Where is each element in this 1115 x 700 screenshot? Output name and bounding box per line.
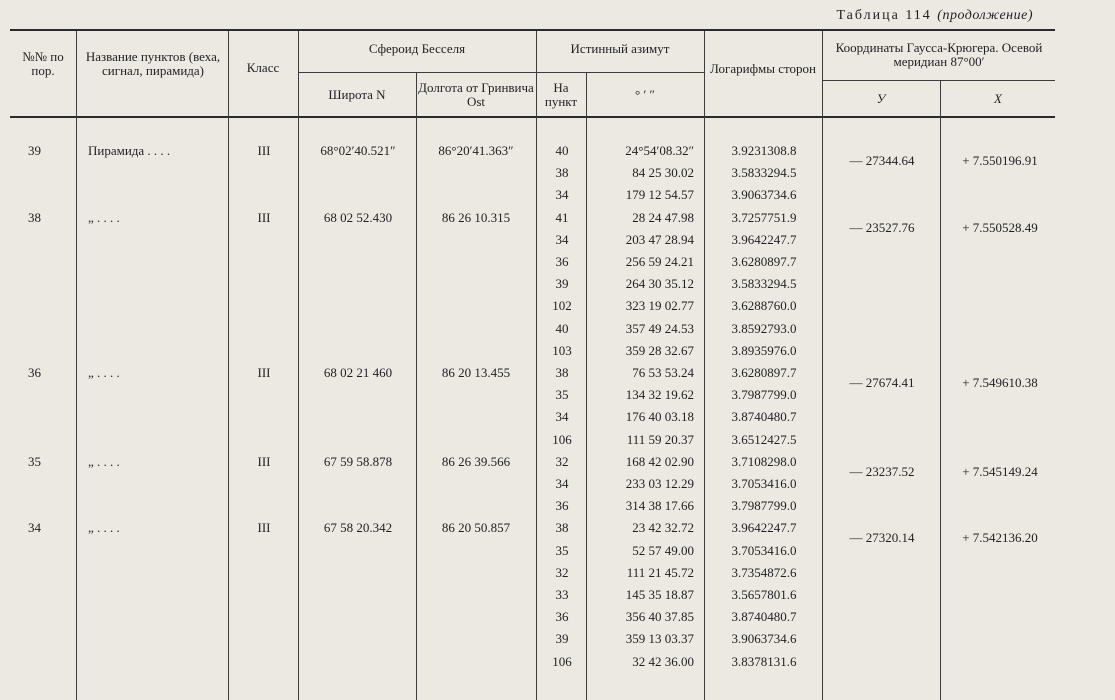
station-longitude: 86 20 50.857	[441, 520, 511, 536]
spheroid-subheader-rule	[298, 72, 536, 73]
station-class: III	[257, 209, 271, 225]
header-to-point: На пункт	[544, 80, 578, 109]
table-continuation: (продолжение)	[937, 8, 1033, 23]
azimuth-value: 359 13 03.37	[625, 631, 694, 647]
header-logarithms: Логарифмы сторон	[710, 61, 816, 76]
station-class: III	[257, 453, 271, 469]
station-coord-x: + 7.545149.24	[962, 463, 1038, 479]
side-logarithm: 3.6288760.0	[731, 298, 797, 314]
side-logarithm: 3.5833294.5	[731, 165, 797, 181]
station-name: „ . . . .	[88, 209, 120, 225]
azimuth-value: 28 24 47.98	[632, 209, 694, 225]
azimuth-value: 233 03 12.29	[625, 476, 694, 491]
azimuth-value: 84 25 30.02	[632, 165, 694, 181]
station-coord-x: + 7.542136.20	[962, 530, 1038, 546]
station-name: „ . . . .	[88, 520, 120, 536]
top-rule	[10, 29, 1055, 31]
side-logarithm: 3.6280897.7	[731, 365, 797, 380]
azimuth-value: 134 32 19.62	[625, 387, 694, 403]
azimuth-value: 145 35 18.87	[625, 587, 694, 602]
target-point: 32	[555, 453, 569, 469]
header-bottom-rule	[10, 116, 1055, 118]
azimuth-value: 176 40 03.18	[625, 409, 694, 425]
side-logarithm: 3.7987799.0	[731, 387, 797, 403]
azimuth-value: 323 19 02.77	[625, 298, 694, 314]
azimuth-subheader-rule	[536, 72, 704, 73]
side-logarithm: 3.8935976.0	[731, 342, 797, 358]
target-point: 106	[552, 653, 572, 669]
target-point: 38	[555, 520, 569, 536]
station-coord-y: — 27674.41	[849, 374, 915, 390]
header-azimuth-units: ° ′ ″	[635, 87, 655, 102]
target-point: 106	[552, 431, 572, 447]
station-class: III	[257, 365, 271, 380]
side-logarithm: 3.8592793.0	[731, 320, 797, 336]
station-longitude: 86 20 13.455	[441, 365, 511, 380]
azimuth-value: 179 12 54.57	[625, 187, 694, 203]
side-logarithm: 3.8740480.7	[731, 409, 797, 425]
station-name: Пирамида . . . .	[88, 143, 171, 158]
target-point: 33	[555, 587, 569, 602]
station-number: 35	[28, 453, 41, 469]
azimuth-value: 32 42 36.00	[632, 653, 694, 669]
side-logarithm: 3.9642247.7	[731, 520, 797, 536]
column-divider	[76, 31, 77, 700]
azimuth-value: 23 42 32.72	[632, 520, 694, 536]
station-name: „ . . . .	[88, 365, 120, 380]
side-logarithm: 3.9642247.7	[731, 231, 797, 247]
column-divider	[586, 72, 587, 700]
target-point: 34	[555, 231, 569, 247]
header-coordinates: Координаты Гаусса-Крюгера. Осевой меридиан 87°00′	[835, 40, 1043, 69]
side-logarithm: 3.8378131.6	[731, 653, 797, 669]
target-point: 36	[555, 498, 569, 514]
column-divider	[228, 31, 229, 700]
target-point: 36	[555, 609, 569, 625]
target-point: 40	[555, 143, 569, 158]
side-logarithm: 3.7053416.0	[731, 476, 797, 491]
azimuth-value: 256 59 24.21	[625, 254, 694, 269]
station-coord-y: — 23527.76	[849, 219, 915, 235]
side-logarithm: 3.6512427.5	[731, 431, 797, 447]
header-x: Х	[994, 91, 1002, 106]
column-divider	[416, 72, 417, 700]
target-point: 35	[555, 542, 569, 558]
header-class: Класс	[246, 60, 280, 75]
side-logarithm: 3.7053416.0	[731, 542, 797, 558]
station-coord-x: + 7.550196.91	[962, 152, 1038, 168]
header-true-azimuth: Истинный азимут	[570, 41, 670, 56]
header-point-name: Название пунктов (веха, сигнал, пирамида)	[85, 49, 221, 78]
target-point: 38	[555, 365, 569, 380]
table-caption	[836, 8, 1033, 24]
station-latitude: 68 02 52.430	[323, 209, 393, 225]
station-coord-y: — 23237.52	[849, 463, 915, 479]
target-point: 38	[555, 165, 569, 181]
target-point: 34	[555, 476, 569, 491]
target-point: 39	[555, 276, 569, 292]
station-class: III	[257, 520, 271, 536]
header-spheroid: Сфероид Бесселя	[368, 41, 466, 56]
station-coord-x: + 7.549610.38	[962, 374, 1038, 390]
table-number: Таблица 114	[836, 8, 932, 23]
coords-subheader-rule	[822, 80, 1055, 81]
header-number: №№ по пор.	[22, 49, 64, 78]
column-divider	[536, 31, 537, 700]
station-longitude: 86 26 39.566	[441, 453, 511, 469]
station-class: III	[257, 143, 271, 158]
header-latitude: Широта N	[328, 87, 386, 102]
target-point: 34	[555, 187, 569, 203]
header-y: У	[876, 91, 886, 106]
side-logarithm: 3.9063734.6	[731, 631, 797, 647]
station-number: 36	[28, 365, 41, 380]
station-name: „ . . . .	[88, 453, 120, 469]
target-point: 102	[552, 298, 572, 314]
side-logarithm: 3.6280897.7	[731, 254, 797, 269]
station-latitude: 67 59 58.878	[323, 453, 393, 469]
azimuth-value: 203 47 28.94	[625, 231, 694, 247]
side-logarithm: 3.9063734.6	[731, 187, 797, 203]
target-point: 34	[555, 409, 569, 425]
azimuth-value: 357 49 24.53	[625, 320, 694, 336]
azimuth-value: 264 30 35.12	[625, 276, 694, 292]
target-point: 32	[555, 564, 569, 580]
azimuth-value: 168 42 02.90	[625, 453, 694, 469]
column-divider	[298, 31, 299, 700]
side-logarithm: 3.9231308.8	[731, 143, 797, 158]
azimuth-value: 359 28 32.67	[625, 342, 694, 358]
station-coord-y: — 27320.14	[849, 530, 915, 546]
station-latitude: 68°02′40.521″	[320, 143, 396, 158]
target-point: 103	[552, 342, 572, 358]
azimuth-value: 356 40 37.85	[625, 609, 694, 625]
target-point: 36	[555, 254, 569, 269]
station-coord-y: — 27344.64	[849, 152, 915, 168]
azimuth-value: 314 38 17.66	[625, 498, 694, 514]
target-point: 35	[555, 387, 569, 403]
header-longitude: Долгота от Гринвича Ost	[418, 80, 534, 109]
side-logarithm: 3.7108298.0	[731, 453, 797, 469]
side-logarithm: 3.7354872.6	[731, 564, 797, 580]
azimuth-value: 24°54′08.32″	[625, 143, 694, 158]
azimuth-value: 111 21 45.72	[626, 564, 694, 580]
azimuth-value: 52 57 49.00	[632, 542, 694, 558]
target-point: 41	[555, 209, 569, 225]
side-logarithm: 3.8740480.7	[731, 609, 797, 625]
station-latitude: 68 02 21 460	[323, 365, 393, 380]
column-divider	[704, 31, 705, 700]
target-point: 40	[555, 320, 569, 336]
column-divider	[822, 31, 823, 700]
station-longitude: 86 26 10.315	[441, 209, 511, 225]
station-latitude: 67 58 20.342	[323, 520, 393, 536]
azimuth-value: 76 53 53.24	[632, 365, 694, 380]
side-logarithm: 3.7987799.0	[731, 498, 797, 514]
side-logarithm: 3.7257751.9	[731, 209, 797, 225]
station-number: 38	[28, 209, 41, 225]
target-point: 39	[555, 631, 569, 647]
station-number: 34	[28, 520, 41, 536]
side-logarithm: 3.5833294.5	[731, 276, 797, 292]
station-longitude: 86°20′41.363″	[438, 143, 514, 158]
station-number: 39	[28, 143, 41, 158]
azimuth-value: 111 59 20.37	[626, 431, 694, 447]
station-coord-x: + 7.550528.49	[962, 219, 1038, 235]
side-logarithm: 3.5657801.6	[731, 587, 797, 602]
